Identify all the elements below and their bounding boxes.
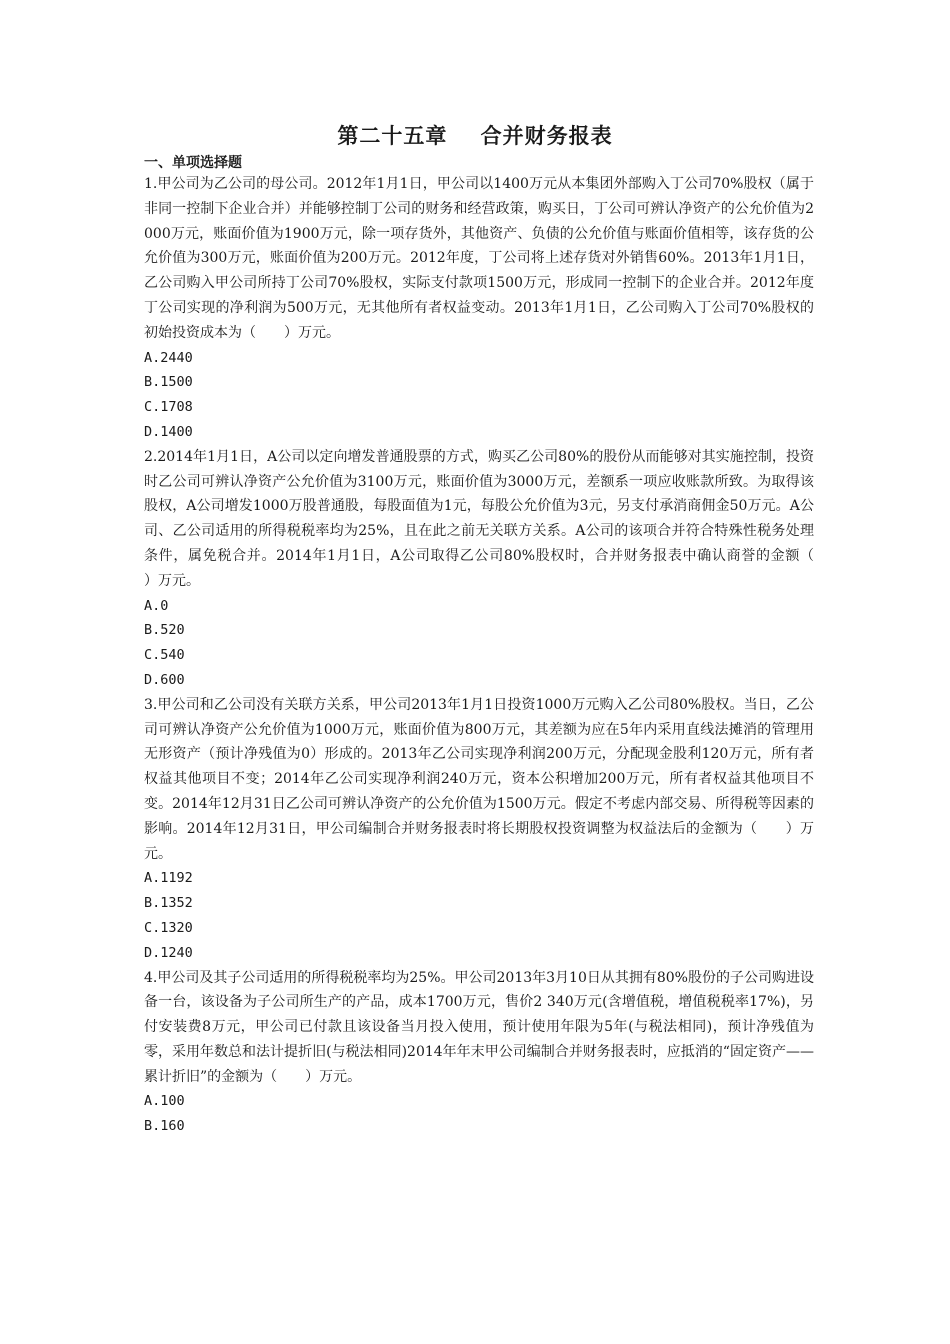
option-a: A.0 — [144, 597, 169, 614]
question-stem: 2.2014年1月1日，A公司以定向增发普通股票的方式，购买乙公司80%的股份从而能够对其实施控制，投资时乙公司可辨认净资产公允价值为3100万元，账面价值为3000万元，差额系一项应收账款所致。为取得该股权，A公司增发1000万股普通股，每股面值为1元，每股公允价值为3元，另支付承消商佣金50万元。A公司、乙公司适用的所得税税率均为25%，且在此之前无关联方关系。A公司的该项合并符合特殊性税务处理条件，属免税合并。2014年1月1日，A公司取得乙公司80%股权时，合并财务报表中确认商誉的金额（ ）万元。 — [144, 448, 842, 589]
chapter-title: 第二十五章 合并财务报表 — [337, 124, 613, 148]
question-stem: 4.甲公司及其子公司适用的所得税税率均为25%。甲公司2013年3月10日从其拥有80%股份的子公司购进设备一台，该设备为子公司所生产的产品，成本1700万元，售价2 340万元(含增值税，增值税税率17%)，另付安装费8万元，甲公司已付款且该设备当月投入使用，预计使用年限为5年(与税法相同)，预计净残值为零，采用年数总和法计提折旧(与税法相同)2014年年末甲公司编制合并财务报表时，应抵消的“固定资产——累计折旧”的金额为（ ）万元。 — [144, 969, 814, 1085]
option-d: D.1240 — [144, 944, 193, 961]
section-heading: 一、单项选择题 — [144, 155, 242, 171]
option-c: C.1320 — [144, 919, 193, 936]
question-3 — [144, 693, 814, 966]
option-d: D.1400 — [144, 423, 193, 440]
question-4 — [144, 966, 814, 1140]
question-list — [144, 172, 842, 1139]
question-stem: 1.甲公司为乙公司的母公司。2012年1月1日，甲公司以1400万元从本集团外部购入丁公司70%股权（属于非同一控制下企业合并）并能够控制丁公司的财务和经营政策，购买日，丁公司可辨认净资产的公允价值为2000万元，账面价值为1900万元，除一项存货外，其他资产、负债的公允价值与账面价值相等，该存货的公允价值为300万元，账面价值为200万元。2012年度，丁公司将上述存货对外销售60%。2013年1月1日，乙公司购入甲公司所持丁公司70%股权，实际支付款项1500万元，形成同一控制下的企业合并。2012年度丁公司实现的净利润为500万元，无其他所有者权益变动。2013年1月1日，乙公司购入丁公司70%股权的初始投资成本为（ ）万元。 — [144, 176, 814, 341]
option-a: A.2440 — [144, 349, 193, 366]
option-c: C.1708 — [144, 399, 193, 416]
option-a: A.1192 — [144, 870, 193, 887]
question-2 — [144, 445, 842, 693]
option-d: D.600 — [144, 671, 185, 688]
question-stem: 3.甲公司和乙公司没有关联方关系，甲公司2013年1月1日投资1000万元购入乙公司80%股权。当日，乙公司可辨认净资产公允价值为1000万元，账面价值为800万元，其差额为应在5年内采用直线法摊消的管理用无形资产（预计净残值为0）形成的。2013年乙公司实现净利润200万元，分配现金股利120万元，所有者权益其他项目不变；2014年乙公司实现净利润240万元，资本公积增加200万元，所有者权益其他项目不变。2014年12月31日乙公司可辨认净资产的公允价值为1500万元。假定不考虑内部交易、所得税等因素的影响。2014年12月31日，甲公司编制合并财务报表时将长期股权投资调整为权益法后的金额为（ ）万元。 — [144, 696, 814, 862]
option-c: C.540 — [144, 647, 185, 664]
option-b: B.1352 — [144, 895, 193, 912]
option-b: B.160 — [144, 1118, 185, 1135]
question-1 — [144, 172, 814, 445]
option-b: B.520 — [144, 622, 185, 639]
option-a: A.100 — [144, 1093, 185, 1110]
option-b: B.1500 — [144, 374, 193, 391]
